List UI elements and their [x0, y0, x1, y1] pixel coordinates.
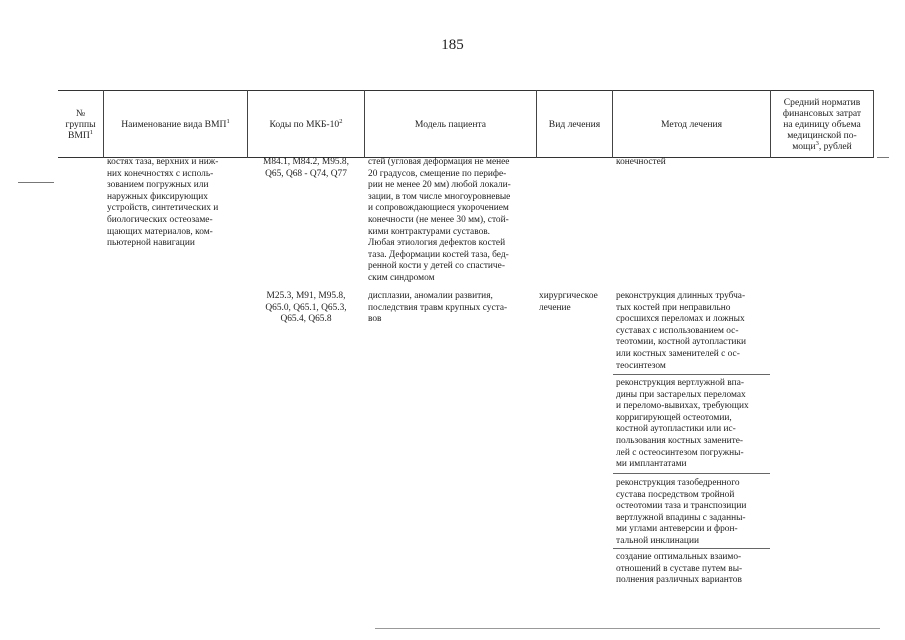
- page-number: 185: [441, 37, 464, 53]
- row2-method-1: реконструкция длинных трубча- тых костей при неправильно сросшихся переломах и ложных суставах с использованием ос- теотомии, костной аутопластики или костных заменителей с ос- теосинтезом: [616, 291, 747, 371]
- header-patient-model: Модель пациента: [414, 118, 487, 130]
- header-cost-standard: Средний норматив финансовых затрат на единицу объема медицинской по- мощи$^3$, рублей: [782, 96, 862, 152]
- row2-method-2: реконструкция вертлужной впа- дины при застарелых переломах и переломо-вывихах, требующих корригирующей остеотомии, костной аутопластики или ис- пользования костных замените- лей с остеосинтезом погружны- ми имплантатами: [616, 378, 749, 470]
- header-treatment-type: Вид лечения: [548, 118, 601, 130]
- method-separator-1: [613, 374, 770, 375]
- row1-vmp-name: костях таза, верхних и ниж- них конечностях с исполь- зованием погружных или наружных фиксирующих устройств, синтетических и биологических остеозаме- щающих материалов, ком- пьютерной навигации: [107, 157, 219, 249]
- row1-treatment-method: конечностей: [616, 157, 666, 167]
- header-icd-codes: Коды по МКБ-$10^2$: [269, 117, 343, 130]
- row1-patient-model: стей (угловая деформация не менее 20 градусов, смещение по перифе- рии не менее 20 мм) любой локали- зации, в том числе многоуровневые и сопровождающиеся укорочением конечности (не менее 30 мм), стой- кими контрактурами суставов. Любая этиология дефектов костей таза. Деформации костей таза, бед- ренной кости у детей со спастиче- ским синдромом: [368, 157, 511, 283]
- row2-method-3: реконструкция тазобедренного сустава посредством тройной остеотомии таза и транспозиции вертлужной впадины с заданны- ми углами антеверсии и фрон- тальной инклинации: [616, 478, 747, 546]
- row2-patient-model: дисплазии, аномалии развития, последствия травм крупных суста- вов: [368, 291, 508, 325]
- left-margin-mark: [18, 182, 54, 183]
- bottom-scan-line: [375, 628, 880, 629]
- row1-icd-codes: M84.1, M84.2, M95.8, Q65, Q68 - Q74, Q77: [263, 157, 349, 179]
- method-separator-2: [613, 473, 770, 474]
- row2-treatment-type: хирургическое лечение: [539, 291, 598, 313]
- table-right-border: [873, 90, 874, 158]
- right-margin-mark: [877, 157, 889, 158]
- row2-method-4: создание оптимальных взаимо- отношений в суставе путем вы- полнения различных вариантов: [616, 552, 743, 586]
- row2-icd-codes: M25.3, M91, M95.8, Q65.0, Q65.1, Q65.3, Q65.4, Q65.8: [265, 291, 347, 325]
- header-group-number: № группы ВМП$^1$: [65, 107, 96, 141]
- header-treatment-method: Метод лечения: [660, 118, 723, 130]
- method-separator-3: [613, 548, 770, 549]
- header-vmp-name: Наименование вида ВМП$^1$: [121, 117, 230, 130]
